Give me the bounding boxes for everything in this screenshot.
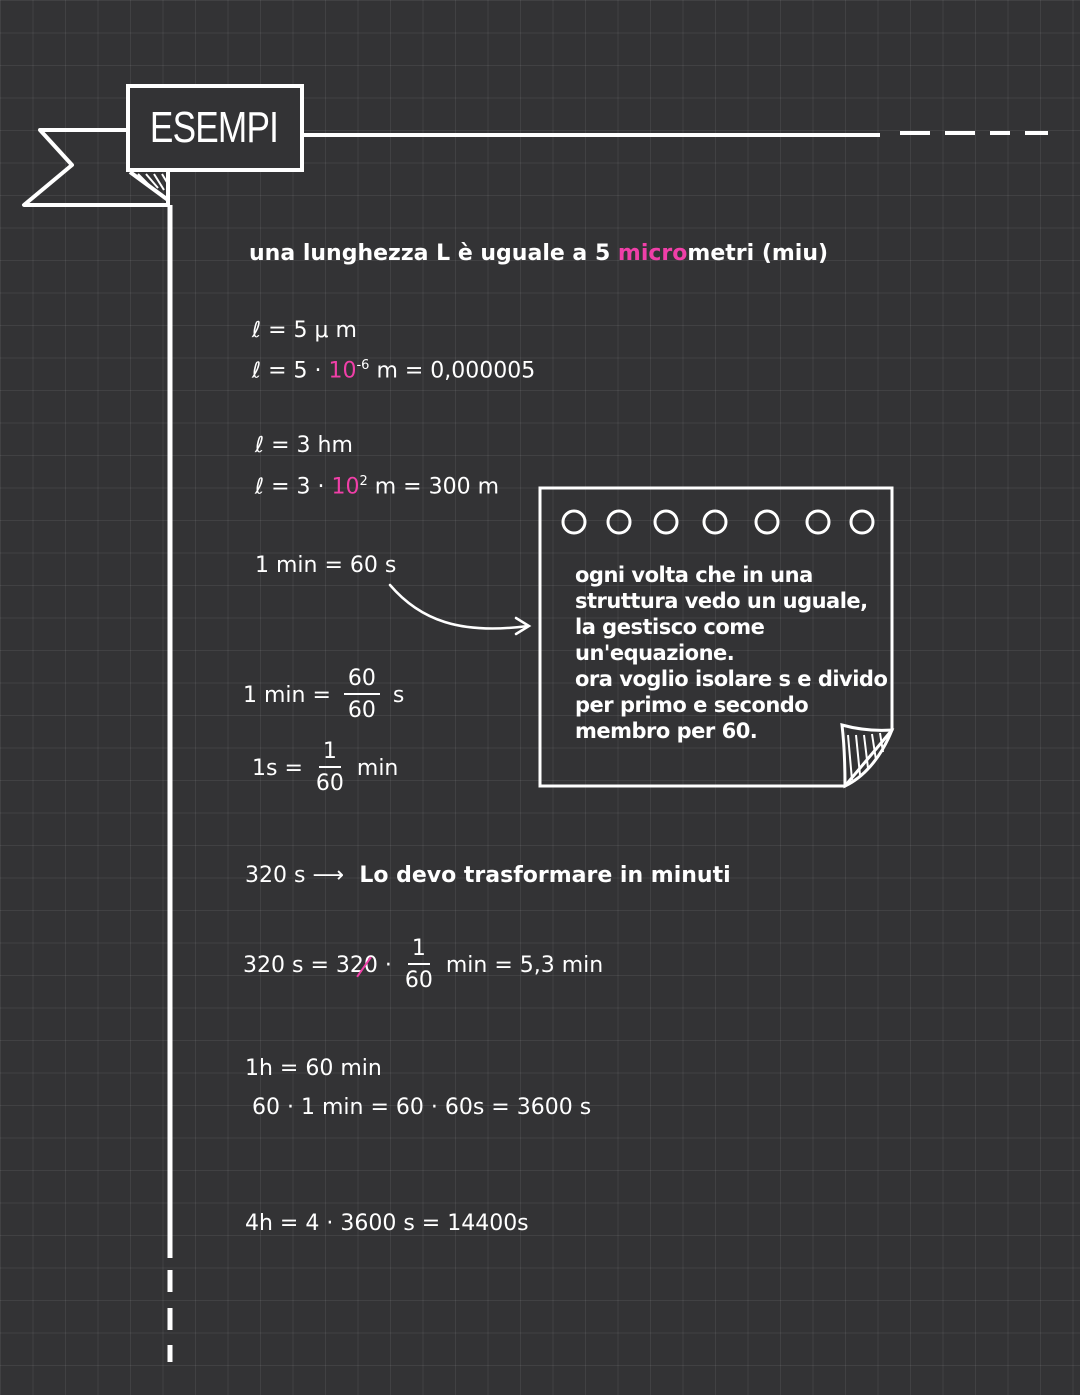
conversion-calc: 320 s = 320 · $\frac{1}{60}$ min = 5,3 min (243, 935, 603, 997)
binder-rings (563, 511, 873, 533)
hecto-def: ℓ = 3 hm (255, 433, 353, 458)
hecto-calc: ℓ = $3 \cdot 10^2$ m = 300 m (255, 474, 500, 500)
fraction: $\frac{1}{60}$ (315, 739, 344, 796)
note-line: ora voglio isolare s e divido (575, 667, 888, 691)
conversion-task: 320 s ⟶ Lo devo trasformare in minuti (245, 863, 731, 888)
note-line: per primo e secondo (575, 693, 809, 717)
fraction: $\frac{60}{60}$ (344, 665, 380, 727)
micro-def: ℓ = 5 μ m (252, 318, 357, 343)
hour-def: 1h = 60 min (245, 1056, 382, 1081)
note-line: ogni volta che in una (575, 563, 813, 587)
hour-calc: 60 · 1 min = 60 · 60s = 3600 s (252, 1095, 592, 1120)
curved-arrow-icon (390, 585, 529, 634)
note-line: struttura vedo un uguale, (575, 589, 868, 613)
page-title: ESEMPI (149, 103, 279, 152)
fraction: $\frac{1}{60}$ (404, 936, 433, 993)
second-def: 1s = $\frac{1}{60}$ min (252, 738, 398, 800)
intro-line: una lunghezza L è uguale a 5 micrometri (miu) (249, 241, 829, 266)
minute-division: 1 min = $\frac{60}{60}$ s (243, 665, 404, 727)
note-line: la gestisco come (575, 615, 765, 639)
four-hours-calc: 4h = 4 · 3600 s = 14400s (245, 1211, 529, 1236)
note-text (575, 562, 888, 744)
note-line: un'equazione. (575, 641, 735, 665)
micro-calc: ℓ = $5 \cdot 10^{-6}$ m = 0,000005 (252, 358, 536, 384)
minute-def: 1 min = 60 s (255, 553, 397, 578)
note-line: membro per 60. (575, 719, 758, 743)
